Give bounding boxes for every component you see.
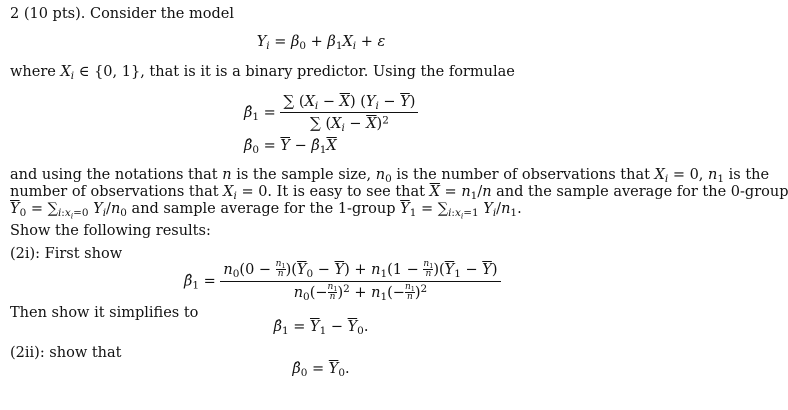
part-2i-fraction: $n_0(0$ − $\frac{n_1}{n}$ )$(\overline{Y}_0 - \overline{Y}) + n_1(1$ − $\frac{n_1}{n}$ )$(\overline{Y}_1 - \overline{Y})$ $n_0(-$ $\frac{n_1}{n}$ )$^2 + n_1(-$ $\frac{n_1}{n}$ )$^2$ — [220, 260, 500, 303]
notation-line-2: number of observations that $X_i = 0$. It is easy to see that $\overline{X} = n_1/n$ and the sample average for the 0-group — [10, 184, 788, 203]
beta0-hat-formula: $\betâ_0 = \overline{Y}$ − $\betâ_1\overline{X}$ — [244, 138, 337, 157]
part-2i-label: (2i): First show — [10, 246, 123, 262]
part-2ii-label: (2ii): show that — [10, 345, 122, 361]
problem-header: 2 (10 pts). Consider the model — [10, 6, 234, 22]
binary-predictor-line: where $X_i$ ∈ {0, 1}, that is it is a binary predictor. Using the formulae — [10, 64, 515, 83]
notation-line-1: and using the notations that n is the sample size, $n_0$ is the number of observations that $X_i = 0$, $n_1$ is the — [10, 167, 770, 186]
show-results-line: Show the following results: — [10, 223, 211, 239]
part-2i-simplified: $\betâ_1 = \overline{Y}_1 - \overline{Y}_0$. — [273, 319, 369, 338]
part-2ii-formula: $\betâ_0 = \overline{Y}_0$. — [292, 361, 350, 380]
model-equation: $Y_i = \beta_0 + \beta_1X_i + \varepsilon$ — [256, 34, 386, 53]
notation-line-3: $\overline{Y}_0 = \sum_{i:x_i=0}$ $Y_i/n_0$ and sample average for the 1-group $\overline{Y}_1 = \sum_{i:x_i=1}$ $Y_i/n_1$. — [10, 201, 522, 221]
part-2i-formula: $\betâ_1$ = $n_0(0$ − $\frac{n_1}{n}$ )$(\overline{Y}_0 - \overline{Y}) + n_1(1$ − $\frac{n_1}{n}$ )$(\overline{Y}_1 - \overline{Y})$ $n_0(-$ $\frac{n_1}{n}$ )$^2 + n_1(-$ $\frac{n_1}{n}$ )$^2$ — [184, 260, 501, 303]
part-2i-followup: Then show it simplifies to — [10, 305, 199, 321]
beta1-fraction: $\frac{\sum (X_i - \overline{X}) (Y_i - \overline{Y})}{\sum (X_i - \overline{X})^2}$ — [280, 92, 418, 134]
beta1-hat-formula: $\betâ_1$ = $\frac{\sum (X_i - \overline{X}) (Y_i - \overline{Y})}{\sum (X_i - \overline{X})^2}$ — [244, 92, 418, 134]
